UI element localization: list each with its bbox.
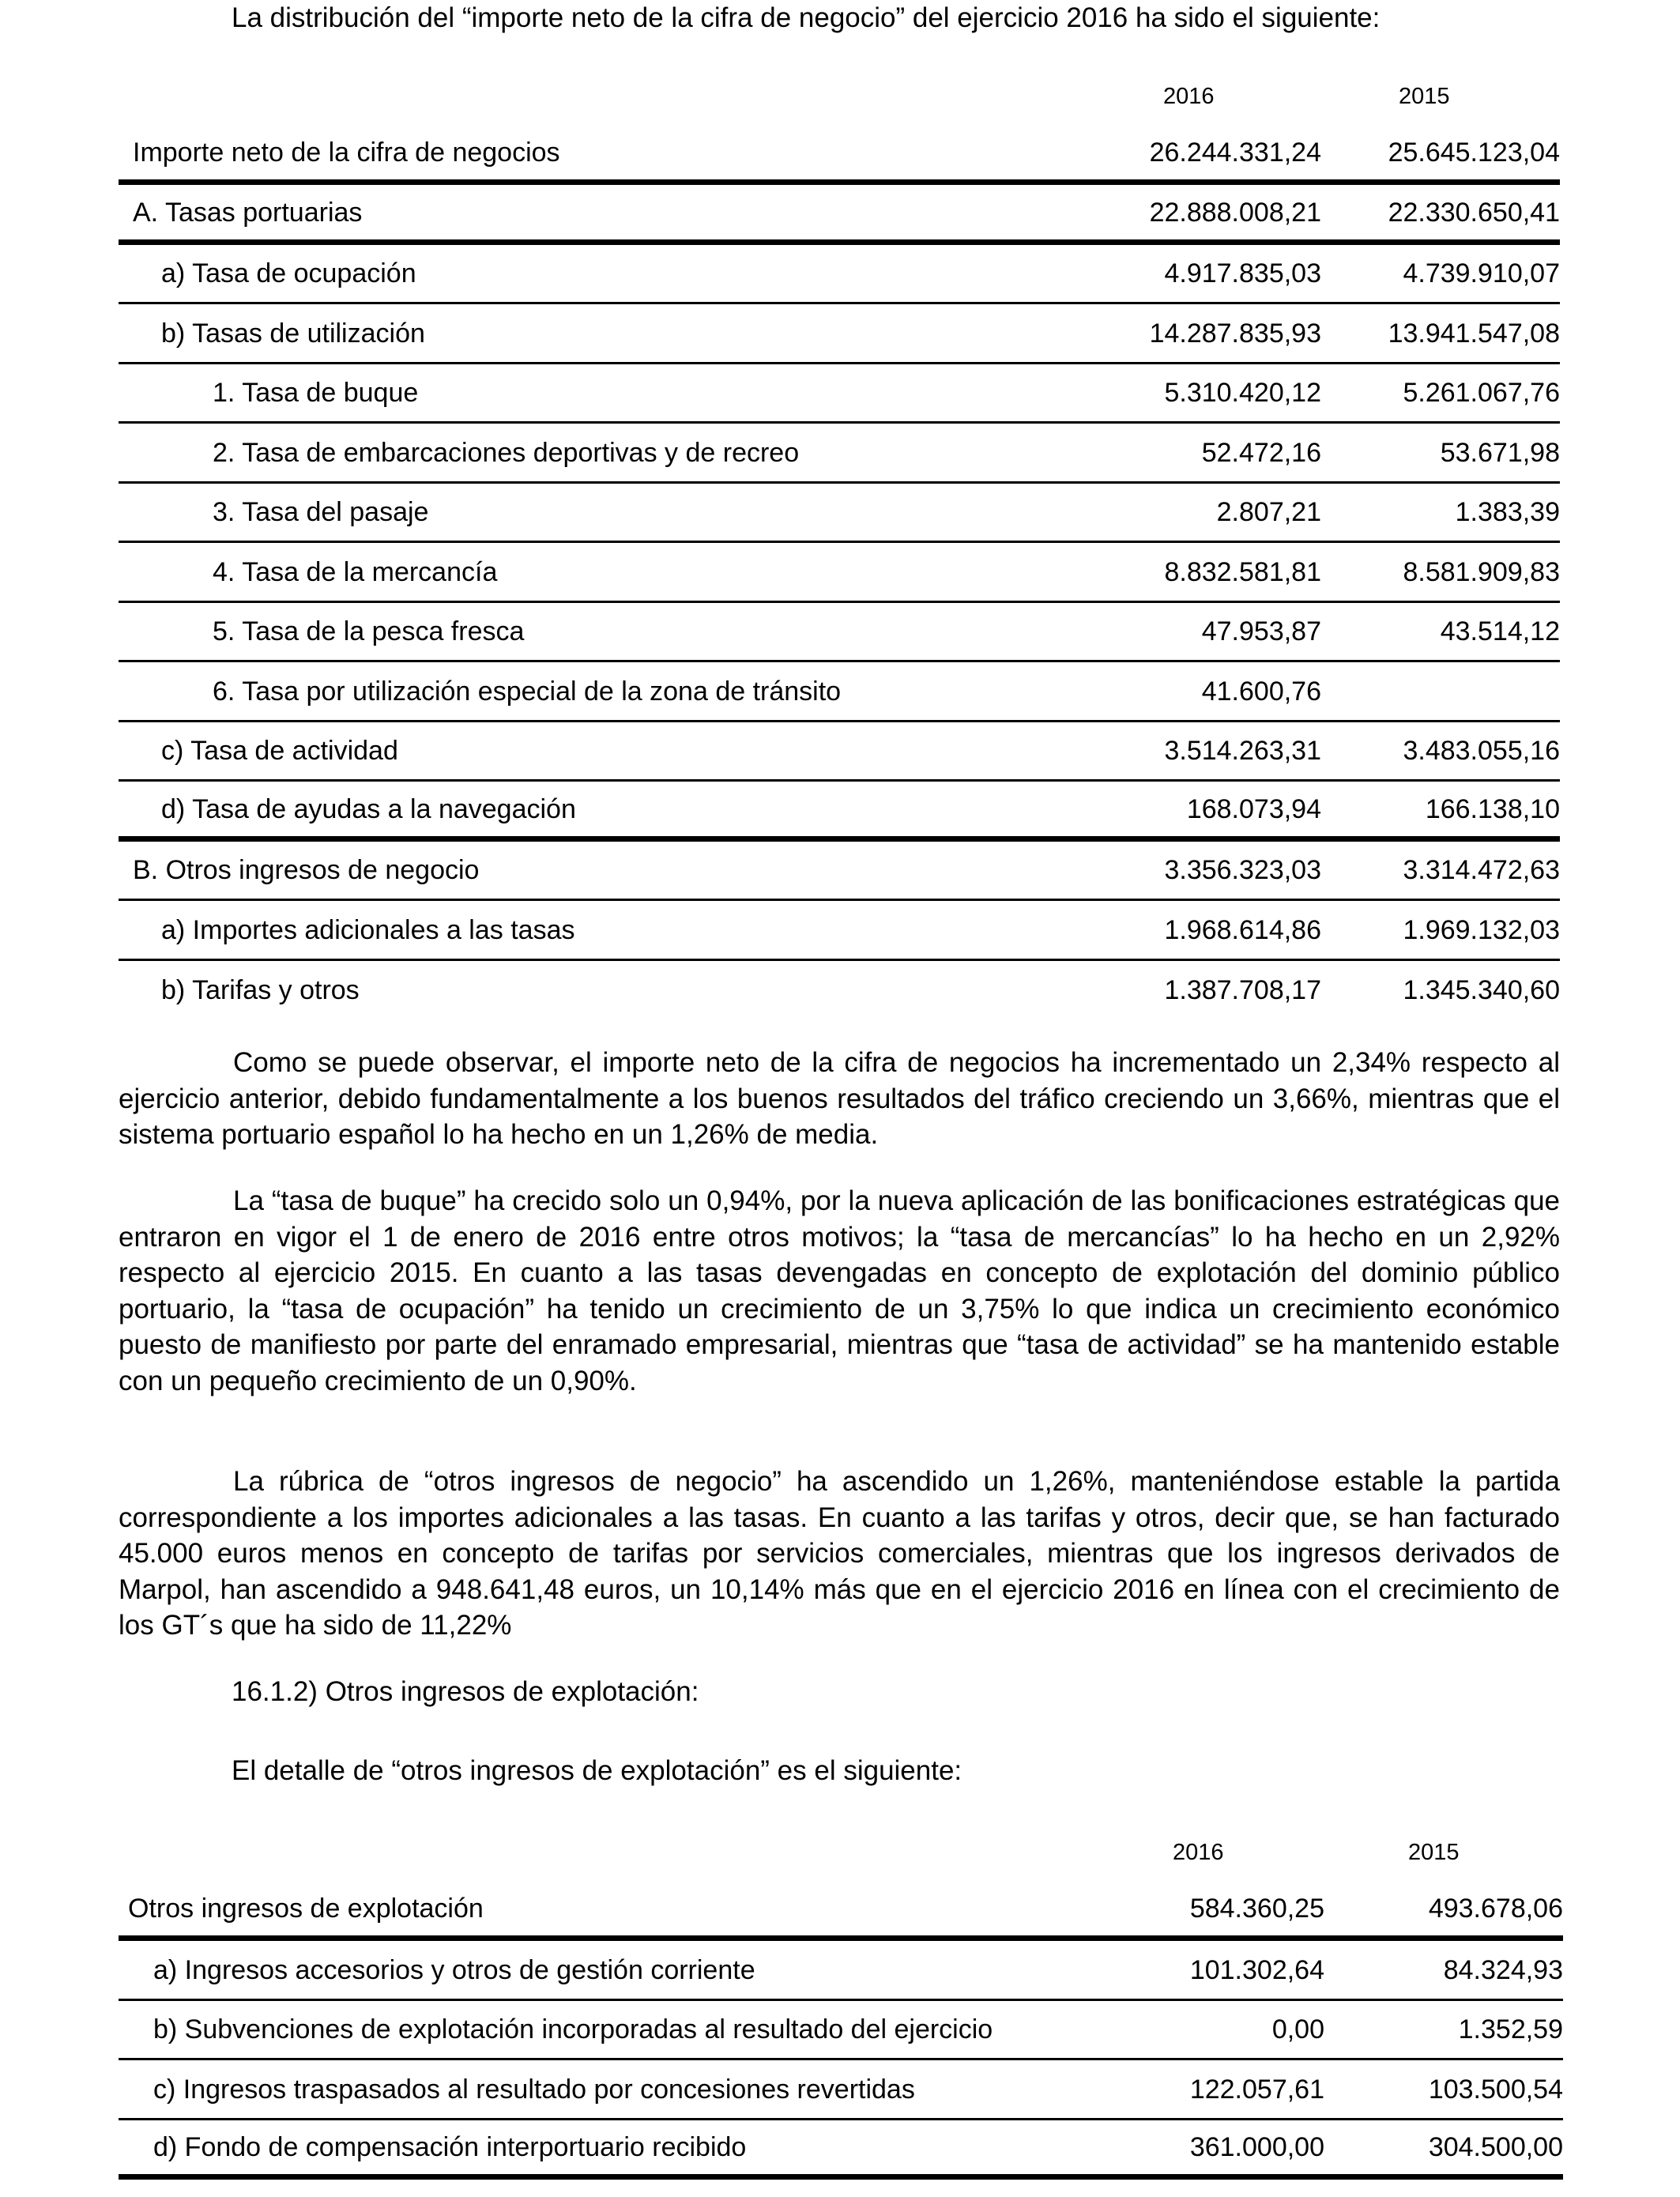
value-2016: 26.244.331,24 (1149, 137, 1321, 168)
table-row (119, 961, 1560, 1020)
value-2016: 52.472,16 (1201, 437, 1321, 468)
table-row (119, 842, 1560, 901)
row-label: d) Fondo de compensación interportuario recibido (153, 2131, 747, 2162)
value-2016: 4.917.835,03 (1164, 258, 1321, 288)
row-label: b) Tarifas y otros (161, 975, 360, 1005)
value-2016: 41.600,76 (1201, 676, 1321, 707)
value-2016: 168.073,94 (1186, 793, 1321, 824)
value-2016: 122.057,61 (1189, 2074, 1324, 2105)
year-header-2016: 2016 (1173, 1840, 1224, 1865)
value-2016: 361.000,00 (1189, 2131, 1324, 2162)
value-2015: 43.514,12 (1440, 616, 1560, 646)
table-row (119, 424, 1560, 484)
value-2016: 8.832.581,81 (1164, 556, 1321, 587)
year-header-2015: 2015 (1408, 1840, 1460, 1865)
value-2016: 0,00 (1271, 2014, 1324, 2044)
value-2016: 5.310.420,12 (1164, 377, 1321, 408)
value-2015: 25.645.123,04 (1388, 137, 1560, 168)
table-row (119, 663, 1560, 722)
table-row (119, 305, 1560, 364)
year-header-2015: 2015 (1399, 84, 1450, 109)
row-label: 4. Tasa de la mercancía (213, 556, 498, 587)
value-2015: 1.969.132,03 (1403, 914, 1560, 945)
row-label: Importe neto de la cifra de negocios (133, 137, 560, 168)
year-header-2016: 2016 (1163, 84, 1215, 109)
table-row (119, 186, 1560, 245)
table-row (119, 722, 1560, 782)
row-label: c) Tasa de actividad (161, 735, 398, 766)
row-label: d) Tasa de ayudas a la navegación (161, 793, 576, 824)
row-label: 2. Tasa de embarcaciones deportivas y de recreo (213, 437, 800, 468)
row-label: 3. Tasa del pasaje (213, 496, 429, 527)
row-label: A. Tasas portuarias (133, 197, 363, 228)
value-2015: 1.345.340,60 (1403, 975, 1560, 1005)
table-row (119, 1882, 1563, 1941)
paragraph-cifra-negocios: Como se puede observar, el importe neto de la cifra de negocios ha incrementado un 2,34% respecto al ejercicio anterior, debido fundamentalmente a los buenos resultados del tráfico creciendo un 3,66%, mientras que el sistema portuario español lo ha hecho en un 1,26% de media. (119, 1047, 1560, 1150)
table-cifra-negocio (119, 75, 1560, 1023)
section-heading: 16.1.2) Otros ingresos de explotación: (232, 1676, 699, 1707)
value-2016: 1.968.614,86 (1164, 914, 1321, 945)
row-label: b) Subvenciones de explotación incorporadas al resultado del ejercicio (153, 2014, 993, 2044)
row-label: a) Importes adicionales a las tasas (161, 914, 575, 945)
value-2016: 22.888.008,21 (1149, 197, 1321, 228)
value-2016: 1.387.708,17 (1164, 975, 1321, 1005)
value-2016: 3.514.263,31 (1164, 735, 1321, 766)
value-2015: 3.483.055,16 (1403, 735, 1560, 766)
paragraph-otros-ingresos: La rúbrica de “otros ingresos de negocio” ha ascendido un 1,26%, manteniéndose estable la partida correspondiente a los importes adicionales a las tasas. En cuanto a las tarifas y otros, decir que, se han facturado 45.000 euros menos en concepto de tarifas por servicios comerciales, mientras que los ingresos derivados de Marpol, han ascendido a 948.641,48 euros, un 10,14% más que en el ejercicio 2016 en línea con el crecimiento de los GT´s que ha sido de 11,22% (119, 1466, 1560, 1641)
table-row (119, 126, 1560, 185)
value-2015: 493.678,06 (1428, 1893, 1563, 1924)
value-2015: 166.138,10 (1425, 793, 1560, 824)
intro2-text: El detalle de “otros ingresos de explotación” es el siguiente: (232, 1755, 962, 1786)
value-2016: 584.360,25 (1189, 1893, 1324, 1924)
table-otros-ingresos-explotacion (119, 1833, 1563, 2197)
value-2016: 14.287.835,93 (1149, 318, 1321, 349)
value-2015: 53.671,98 (1440, 437, 1560, 468)
row-label: a) Ingresos accesorios y otros de gestión corriente (153, 1954, 755, 1985)
row-label: B. Otros ingresos de negocio (133, 854, 480, 885)
intro-text: La distribución del “importe neto de la cifra de negocio” del ejercicio 2016 ha sido el siguiente: (232, 2, 1381, 33)
value-2015: 22.330.650,41 (1388, 197, 1560, 228)
row-label: 5. Tasa de la pesca fresca (213, 616, 525, 646)
value-2015: 1.352,59 (1458, 2014, 1563, 2044)
value-2015: 3.314.472,63 (1403, 854, 1560, 885)
row-label: c) Ingresos traspasados al resultado por concesiones revertidas (153, 2074, 915, 2105)
table-row (119, 484, 1560, 543)
table-row (119, 364, 1560, 424)
row-label: Otros ingresos de explotación (128, 1893, 484, 1924)
table-row (119, 1942, 1563, 2001)
value-2015: 304.500,00 (1428, 2131, 1563, 2162)
value-2015: 84.324,93 (1443, 1954, 1563, 1985)
table-row (119, 782, 1560, 842)
value-2015: 8.581.909,83 (1403, 556, 1560, 587)
value-2015: 5.261.067,76 (1403, 377, 1560, 408)
value-2016: 47.953,87 (1201, 616, 1321, 646)
row-label: a) Tasa de ocupación (161, 258, 416, 288)
value-2016: 101.302,64 (1189, 1954, 1324, 1985)
table-row (119, 2120, 1563, 2180)
paragraph-tasa-buque: La “tasa de buque” ha crecido solo un 0,94%, por la nueva aplicación de las bonificaciones estratégicas que entraron en vigor el 1 de enero de 2016 entre otros motivos; la “tasa de mercancías” lo ha hecho en un 2,92% respecto al ejercicio 2015. En cuanto a las tasas devengadas en concepto de explotación del dominio público portuario, la “tasa de ocupación” ha tenido un crecimiento de un 3,75% lo que indica un crecimiento económico puesto de manifiesto por parte del enramado empresarial, mientras que “tasa de actividad” se ha mantenido estable con un pequeño crecimiento de un 0,90%. (119, 1185, 1560, 1396)
table-row (119, 2001, 1563, 2060)
table-row (119, 2061, 1563, 2120)
value-2015: 13.941.547,08 (1388, 318, 1560, 349)
table-row (119, 902, 1560, 961)
row-label: 6. Tasa por utilización especial de la zona de tránsito (213, 676, 842, 707)
table-row (119, 603, 1560, 662)
value-2015: 1.383,39 (1455, 496, 1560, 527)
value-2016: 3.356.323,03 (1164, 854, 1321, 885)
value-2015: 103.500,54 (1428, 2074, 1563, 2105)
value-2015: 4.739.910,07 (1403, 258, 1560, 288)
table-row (119, 544, 1560, 603)
table-row (119, 245, 1560, 304)
row-label: 1. Tasa de buque (213, 377, 419, 408)
value-2016: 2.807,21 (1216, 496, 1321, 527)
row-label: b) Tasas de utilización (161, 318, 425, 349)
